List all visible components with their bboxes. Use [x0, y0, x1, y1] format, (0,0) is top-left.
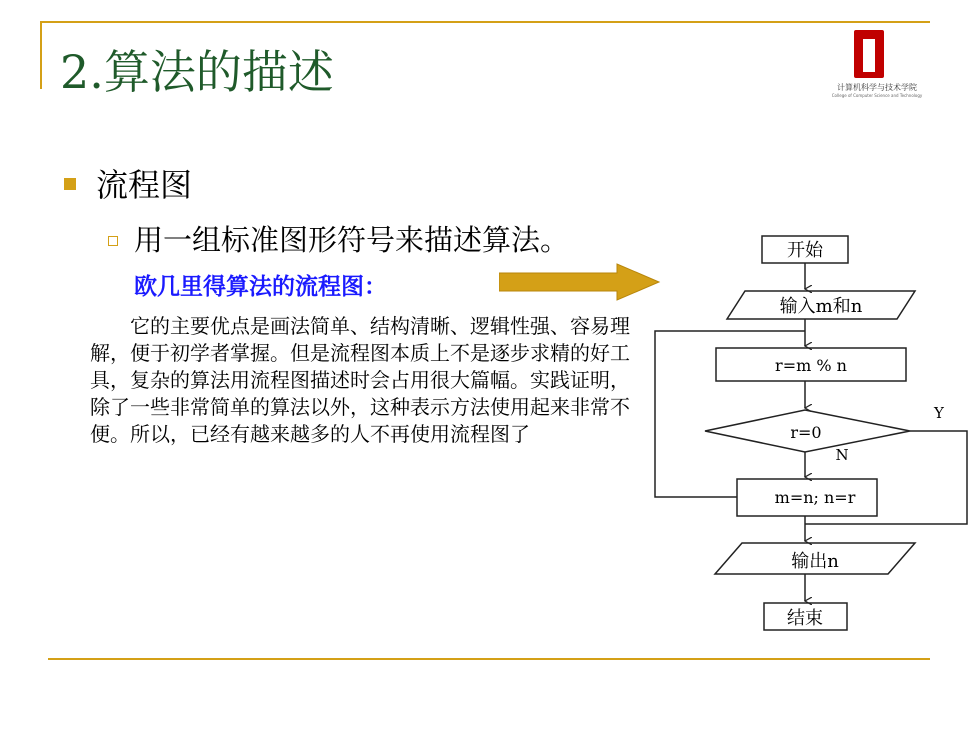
college-logo — [818, 30, 936, 100]
logo-mark-icon — [854, 30, 884, 78]
title-accent-bar — [40, 21, 42, 89]
start-label: 开始 — [787, 240, 823, 261]
end-label: 结束 — [787, 608, 823, 629]
top-rule — [40, 21, 930, 23]
bottom-rule — [48, 658, 930, 660]
no-label: N — [835, 446, 849, 464]
input-label: 输入m和n — [779, 296, 863, 317]
remainder-label: r=m % n — [775, 356, 847, 375]
euclid-flowchart — [640, 225, 980, 635]
flowchart-subheading: 欧几里得算法的流程图： — [134, 273, 387, 300]
decision-label: r=0 — [790, 423, 822, 442]
description-paragraph: 它的主要优点是画法简单、结构清晰、逻辑性强、容易理解，便于初学者掌握。但是流程图本质上不是逐步求精的好工具，复杂的算法用流程图描述时会占用很大篇幅。实践证明，除了一些非常简单的算法以外，这种表示方法使用起来非常不便。所以，已经有越来越多的人不再使用流程图了 — [90, 314, 630, 446]
bullet-level2: 用一组标准图形符号来描述算法。 — [134, 223, 570, 257]
output-label: 输出n — [791, 551, 839, 572]
square-bullet-icon — [64, 178, 76, 190]
logo-text: 计算机科学与技术学院 — [837, 83, 917, 92]
swap-label: m=n; n=r — [774, 488, 856, 507]
logo-subtext: College of Computer Science and Technology — [831, 93, 923, 98]
hollow-square-bullet-icon — [108, 236, 118, 246]
slide-title: 2.算法的描述 — [60, 45, 334, 99]
yes-label: Y — [934, 404, 944, 422]
bullet-level1: 流程图 — [96, 166, 193, 204]
